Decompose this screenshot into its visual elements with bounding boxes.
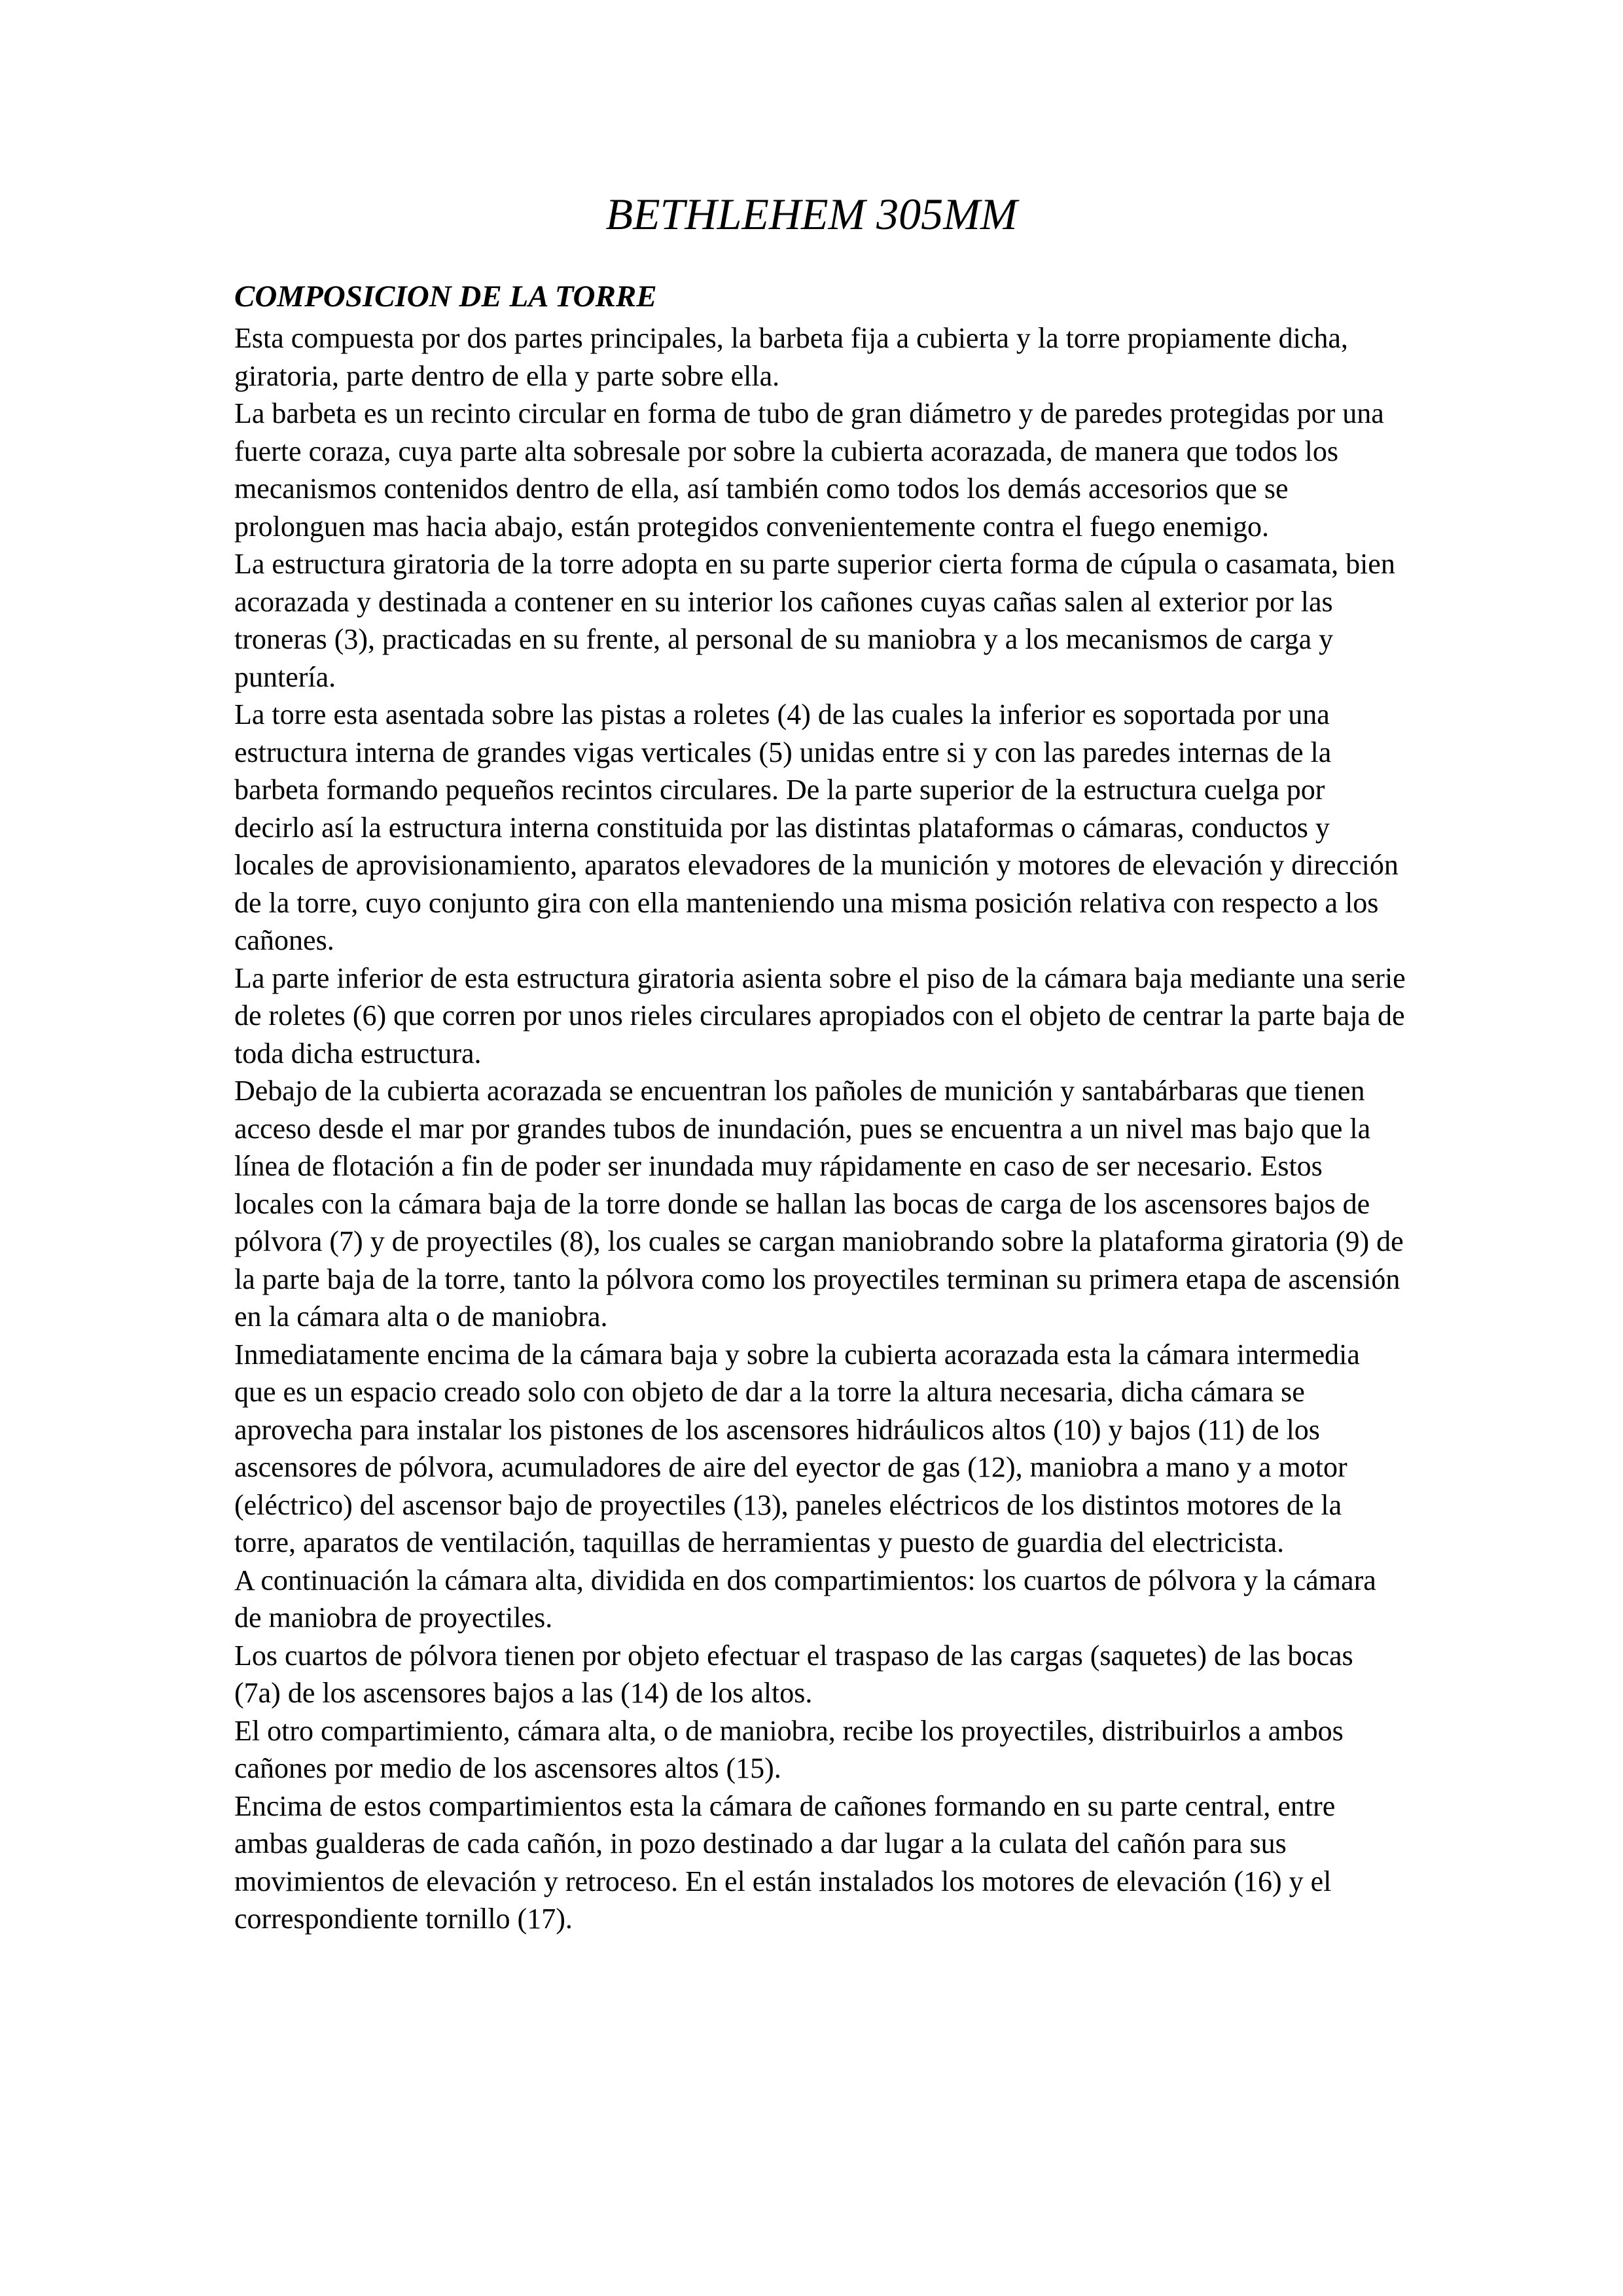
paragraph: Encima de estos compartimientos esta la cámara de cañones formando en su parte central, entre ambas gualderas de cada cañón, in pozo destinado a dar lugar a la culata del cañón para sus movimientos de elevación y retroceso. En el están instalados los motores de elevación (16) y el correspondiente tornillo (17). [234,1789,1336,1935]
paragraph: La estructura giratoria de la torre adopta en su parte superior cierta forma de cúpula o casamata, bien acorazada y destinada a contener en su interior los cañones cuyas cañas salen al exterior por las troneras (3), practicadas en su frente, al personal de su maniobra y a los mecanismos de carga y puntería. [234,548,1395,693]
document-title: BETHLEHEM 305MM [605,189,1018,239]
paragraph: La parte inferior de esta estructura giratoria asienta sobre el piso de la cámara baja mediante una serie de roletes (6) que corren por unos rieles circulares apropiados con el objeto de centrar la parte baja de toda dicha estructura. [234,961,1406,1069]
document-body [234,319,1406,1938]
paragraph: Esta compuesta por dos partes principales, la barbeta fija a cubierta y la torre propiamente dicha, giratoria, parte dentro de ella y parte sobre ella. [234,322,1348,392]
paragraph: Inmediatamente encima de la cámara baja y sobre la cubierta acorazada esta la cámara intermedia que es un espacio creado solo con objeto de dar a la torre la altura necesaria, dicha cámara se aprovecha para instalar los pistones de los ascensores hidráulicos altos (10) y bajos (11) de los ascensores de pólvora, acumuladores de aire del eyector de gas (12), maniobra a mano y a motor (eléctrico) del ascensor bajo de proyectiles (13), paneles eléctricos de los distintos motores de la torre, aparatos de ventilación, taquillas de herramientas y puesto de guardia del electricista. [234,1338,1360,1558]
paragraph: La barbeta es un recinto circular en forma de tubo de gran diámetro y de paredes protegidas por una fuerte coraza, cuya parte alta sobresale por sobre la cubierta acorazada, de manera que todos los mecanismos contenidos dentro de ella, así también como todos los demás accesorios que se prolonguen mas hacia abajo, están protegidos convenientemente contra el fuego enemigo. [234,397,1384,543]
paragraph: El otro compartimiento, cámara alta, o de maniobra, recibe los proyectiles, distribuirlos a ambos cañones por medio de los ascensores altos (15). [234,1714,1344,1784]
section-heading: COMPOSICION DE LA TORRE [234,279,657,314]
paragraph: Los cuartos de pólvora tienen por objeto efectuar el traspaso de las cargas (saquetes) de las bocas (7a) de los ascensores bajos a las (14) de los altos. [234,1639,1353,1709]
paragraph: A continuación la cámara alta, dividida en dos compartimientos: los cuartos de pólvora y la cámara de maniobra de proyectiles. [234,1564,1376,1634]
paragraph: Debajo de la cubierta acorazada se encuentran los pañoles de munición y santabárbaras que tienen acceso desde el mar por grandes tubos de inundación, pues se encuentra a un nivel mas bajo que la línea de flotación a fin de poder ser inundada muy rápidamente en caso de ser necesario. Estos locales con la cámara baja de la torre donde se hallan las bocas de carga de los ascensores bajos de pólvora (7) y de proyectiles (8), los cuales se cargan maniobrando sobre la plataforma giratoria (9) de la parte baja de la torre, tanto la pólvora como los proyectiles terminan su primera etapa de ascensión en la cámara alta o de maniobra. [234,1075,1404,1333]
paragraph: La torre esta asentada sobre las pistas a roletes (4) de las cuales la inferior es soportada por una estructura interna de grandes vigas verticales (5) unidas entre si y con las paredes internas de la barbeta formando pequeños recintos circulares. De la parte superior de la estructura cuelga por decirlo así la estructura interna constituida por las distintas plataformas o cámaras, conductos y locales de aprovisionamiento, aparatos elevadores de la munición y motores de elevación y dirección de la torre, cuyo conjunto gira con ella manteniendo una misma posición relativa con respecto a los cañones. [234,698,1399,956]
